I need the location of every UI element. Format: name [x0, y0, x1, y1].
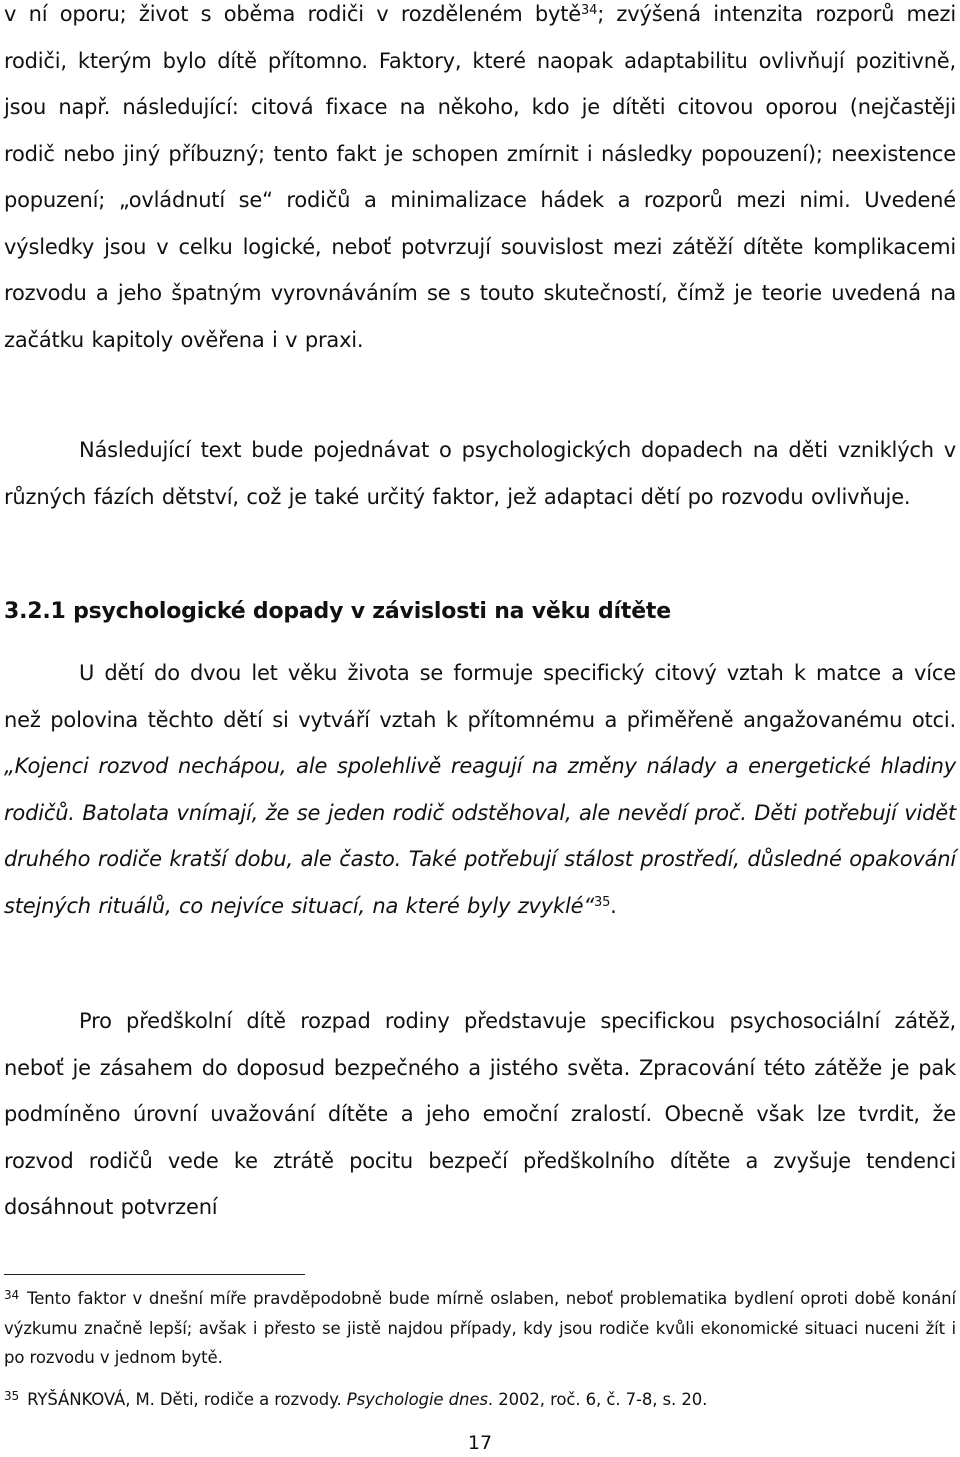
- footnote-number: 34: [4, 1288, 20, 1302]
- footnote-separator: [4, 1274, 305, 1275]
- footnote-text: . 2002, roč. 6, č. 7-8, s. 20.: [487, 1390, 708, 1409]
- text-run: v ní oporu; život s oběma rodiči v rozděleném bytě: [4, 2, 582, 26]
- paragraph-infants: [4, 650, 956, 929]
- section-heading: 3.2.1 psychologické dopady v závislosti na věku dítěte: [4, 599, 671, 624]
- footnote-35: [4, 1385, 956, 1415]
- journal-title: Psychologie dnes: [346, 1390, 488, 1409]
- footnote-ref-34[interactable]: 34: [581, 3, 598, 18]
- paragraph-intro-next-section: [4, 427, 956, 520]
- text-run: ; zvýšená intenzita rozporů mezi rodiči, kterým bylo dítě přítomno. Faktory, které naopak adaptabilitu ovlivňují pozitivně, jsou např. následující: citová fixace na někoho, kdo je dítěti citovou oporou (nejčastěji rodič nebo jiný příbuzný; tento fakt je schopen zmírnit i následky popouzení); neexistence popuzení; „ovládnutí se“ rodičů a minimalizace hádek a rozporů mezi nimi. Uvedené výsledky jsou v celku logické, neboť potvrzují souvislost mezi zátěží dítěte komplikacemi rozvodu a jeho špatným vyrovnáváním se s touto skutečností, čímž je teorie uvedená na začátku kapitoly ověřena i v praxi.: [4, 2, 956, 352]
- footnote-text: Tento faktor v dnešní míře pravděpodobně bude mírně oslaben, neboť problematika bydlení oproti době konání výzkumu značně lepší; avšak i přesto se jistě najdou případy, kdy jsou rodiče kvůli ekonomické situaci nuceni žít i po rozvodu v jednom bytě.: [4, 1289, 956, 1367]
- footnote-text: RYŠÁNKOVÁ, M. Děti, rodiče a rozvody.: [27, 1390, 347, 1409]
- footnote-34: [4, 1284, 956, 1373]
- paragraph-preschool: [4, 998, 956, 1231]
- quotation: „Kojenci rozvod nechápou, ale spolehlivě reagují na změny nálady a energetické hladiny rodičů. Batolata vnímají, že se jeden rodič odstěhoval, ale nevědí proč. Děti potřebují vidět druhého rodiče kratší dobu, ale často. Také potřebují stálost prostředí, důsledné opakování stejných rituálů, co nejvíce situací, na které byly zvyklé“: [4, 754, 956, 918]
- text-run: .: [610, 893, 617, 918]
- footnote-number: 35: [4, 1389, 20, 1403]
- text-run: Pro předškolní dítě rozpad rodiny představuje specifickou psychosociální zátěž, neboť je zásahem do doposud bezpečného a jistého světa. Zpracování této zátěže je pak podmíněno úrovní uvažování dítěte a jeho emoční zralostí. Obecně však lze tvrdit, že rozvod rodičů vede ke ztrátě pocitu bezpečí předškolního dítěte a zvyšuje tendenci dosáhnout potvrzení: [4, 1009, 956, 1219]
- footnote-ref-35[interactable]: 35: [594, 894, 611, 910]
- text-run: Následující text bude pojednávat o psychologických dopadech na děti vzniklých v různých fázích dětství, což je také určitý faktor, jež adaptaci dětí po rozvodu ovlivňuje.: [4, 438, 956, 509]
- page-number: 17: [467, 1432, 493, 1454]
- paragraph-adaptability-factors: [4, 0, 956, 363]
- text-run: U dětí do dvou let věku života se formuje specifický citový vztah k matce a více než polovina těchto dětí si vytváří vztah k přítomnému a přiměřeně angažovanému otci.: [4, 661, 956, 732]
